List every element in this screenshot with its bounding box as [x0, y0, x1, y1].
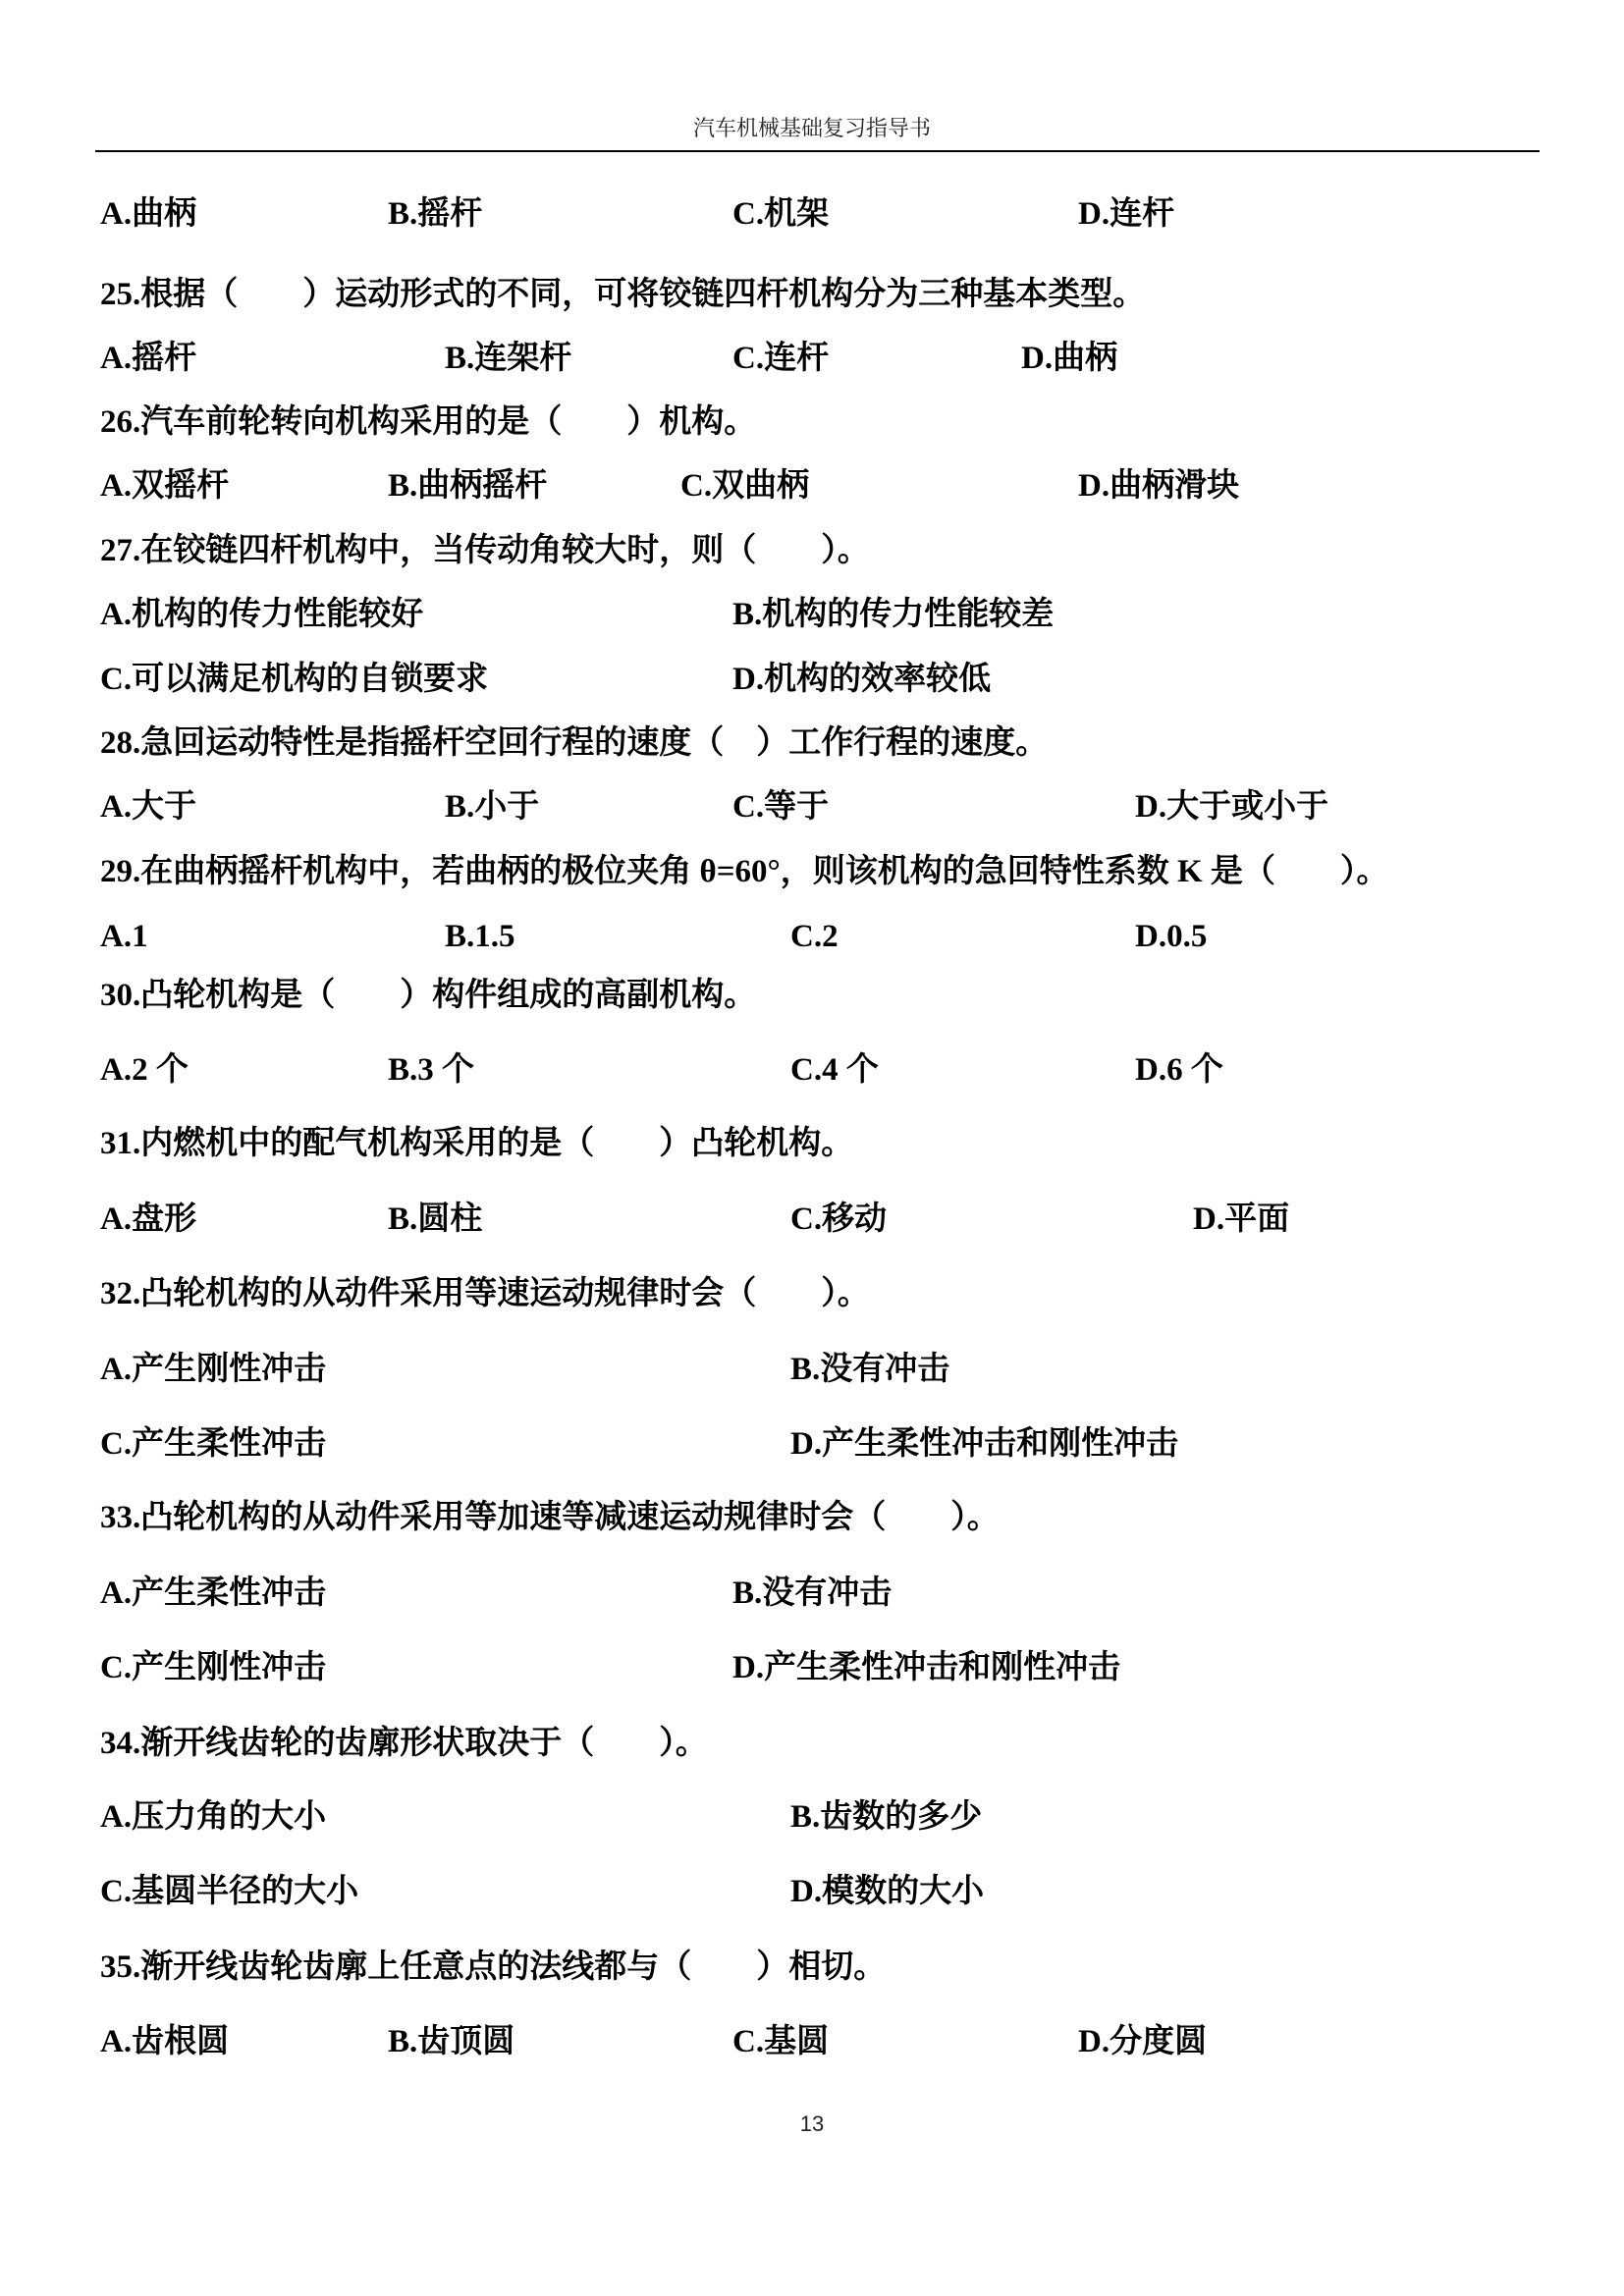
option-label: C.	[100, 1874, 133, 1909]
option-label: B.	[790, 1352, 821, 1387]
option-b	[732, 593, 1054, 636]
option-b	[445, 337, 571, 380]
option-d	[1135, 785, 1328, 828]
question-number: 26.	[100, 404, 141, 440]
option-text: 1.5	[474, 919, 515, 954]
option-label: B.	[445, 341, 475, 376]
option-text: 移动	[822, 1201, 888, 1237]
question-35	[100, 1946, 886, 1989]
option-label: D.	[790, 1874, 823, 1909]
option-b	[445, 785, 539, 828]
option-text: 分度圆	[1110, 2024, 1208, 2059]
question-text: 渐开线齿轮齿廓上任意点的法线都与（ ）相切。	[140, 1949, 887, 1985]
option-text: 曲柄	[1053, 341, 1118, 376]
options-row	[0, 1646, 1624, 1689]
question-29	[100, 850, 1388, 893]
option-text: 机构的传力性能较差	[762, 597, 1055, 632]
option-text: 机构的效率较低	[764, 662, 992, 697]
question-number: 33.	[100, 1500, 141, 1535]
options-row	[0, 1572, 1624, 1615]
option-label: B.	[445, 789, 475, 825]
option-a	[100, 785, 196, 828]
question-number: 25.	[100, 277, 141, 312]
option-label: A.	[100, 196, 133, 232]
option-text: 4 个	[822, 1052, 879, 1088]
option-text: 0.5	[1166, 919, 1208, 954]
header-divider	[95, 150, 1540, 152]
option-label: B.	[732, 1575, 763, 1611]
option-text: 圆柱	[417, 1201, 483, 1237]
option-d	[1135, 1048, 1223, 1092]
option-label: B.	[388, 1201, 418, 1237]
option-b	[388, 464, 547, 507]
running-header: 汽车机械基础复习指导书	[692, 116, 931, 140]
option-label: B.	[445, 919, 475, 954]
options-row	[0, 593, 1624, 636]
question-34	[100, 1722, 708, 1765]
question-27	[100, 529, 870, 572]
option-b	[388, 192, 482, 236]
option-a	[100, 1572, 326, 1615]
option-text: 产生柔性冲击和刚性冲击	[764, 1650, 1121, 1685]
option-label: B.	[388, 196, 418, 232]
option-label: B.	[388, 1052, 418, 1088]
option-b	[388, 1198, 482, 1241]
option-c	[790, 1048, 879, 1092]
option-label: A.	[100, 1799, 133, 1835]
option-text: 产生柔性冲击和刚性冲击	[822, 1426, 1179, 1462]
option-label: A.	[100, 919, 133, 954]
option-b	[388, 2020, 514, 2063]
option-text: 盘形	[132, 1201, 197, 1237]
option-text: 基圆	[764, 2024, 830, 2059]
option-a	[100, 2020, 229, 2063]
option-label: D.	[1135, 919, 1167, 954]
option-text: 连杆	[764, 341, 830, 376]
question-number: 34.	[100, 1726, 141, 1761]
option-text: 没有冲击	[762, 1575, 893, 1611]
options-row	[0, 658, 1624, 701]
question-25	[100, 273, 1145, 316]
option-text: 2 个	[132, 1052, 189, 1088]
option-a	[100, 464, 229, 507]
option-text: 压力角的大小	[132, 1799, 327, 1835]
option-label: D.	[1135, 1052, 1167, 1088]
options-row	[0, 192, 1624, 236]
option-c	[680, 464, 809, 507]
question-33	[100, 1496, 1000, 1539]
question-number: 28.	[100, 725, 141, 761]
question-number: 35.	[100, 1949, 141, 1985]
option-label: B.	[388, 468, 418, 504]
option-label: C.	[790, 1052, 823, 1088]
option-c	[790, 1198, 887, 1241]
option-label: B.	[790, 1799, 821, 1835]
option-c	[732, 2020, 829, 2063]
option-text: 机架	[764, 196, 830, 232]
option-label: C.	[790, 1201, 823, 1237]
option-text: 产生柔性冲击	[132, 1426, 327, 1462]
option-text: 连架杆	[474, 341, 572, 376]
option-label: C.	[732, 341, 765, 376]
option-label: A.	[100, 1352, 133, 1387]
question-text: 渐开线齿轮的齿廓形状取决于（ ）。	[140, 1726, 708, 1761]
options-row	[0, 1795, 1624, 1839]
question-text: 汽车前轮转向机构采用的是（ ）机构。	[140, 404, 757, 440]
option-d	[790, 1422, 1178, 1466]
option-label: D.	[1021, 341, 1054, 376]
option-label: B.	[388, 2024, 418, 2059]
option-label: A.	[100, 1575, 133, 1611]
option-label: C.	[732, 789, 765, 825]
option-label: D.	[1193, 1201, 1225, 1237]
options-row	[0, 337, 1624, 380]
option-label: A.	[100, 789, 133, 825]
option-text: 模数的大小	[822, 1874, 985, 1909]
options-row	[0, 2020, 1624, 2063]
option-label: A.	[100, 341, 133, 376]
option-a	[100, 192, 196, 236]
option-b	[732, 1572, 892, 1615]
question-30	[100, 974, 756, 1017]
option-label: D.	[732, 662, 765, 697]
option-text: 齿根圆	[132, 2024, 230, 2059]
option-text: 平面	[1224, 1201, 1290, 1237]
option-label: D.	[790, 1426, 823, 1462]
option-text: 1	[132, 919, 148, 954]
question-text: 根据（ ）运动形式的不同，可将铰链四杆机构分为三种基本类型。	[140, 277, 1146, 312]
option-d	[1078, 2020, 1207, 2063]
option-label: A.	[100, 597, 133, 632]
option-label: C.	[680, 468, 713, 504]
option-label: D.	[732, 1650, 765, 1685]
option-text: 产生刚性冲击	[132, 1650, 327, 1685]
option-b	[790, 1795, 982, 1839]
option-c	[732, 337, 829, 380]
question-text: 凸轮机构是（ ）构件组成的高副机构。	[140, 978, 757, 1013]
question-32	[100, 1272, 870, 1315]
option-label: D.	[1078, 2024, 1110, 2059]
options-row	[0, 464, 1624, 507]
option-label: C.	[100, 1426, 133, 1462]
page-number: 13	[799, 2111, 825, 2136]
option-text: 双摇杆	[132, 468, 230, 504]
option-text: 没有冲击	[820, 1352, 950, 1387]
question-text: 在曲柄摇杆机构中，若曲柄的极位夹角 θ=60°，则该机构的急回特性系数 K 是（ ）。	[140, 854, 1389, 889]
option-text: 齿数的多少	[820, 1799, 983, 1835]
option-label: A.	[100, 1201, 133, 1237]
option-a	[100, 593, 423, 636]
option-text: 产生柔性冲击	[132, 1575, 327, 1611]
option-text: 2	[822, 919, 839, 954]
options-row	[0, 915, 1624, 958]
option-d	[1078, 464, 1239, 507]
options-row	[0, 1348, 1624, 1391]
option-d	[1078, 192, 1174, 236]
option-text: 小于	[474, 789, 540, 825]
question-number: 31.	[100, 1126, 141, 1161]
option-text: 3 个	[417, 1052, 475, 1088]
option-d	[1135, 915, 1207, 958]
question-28	[100, 721, 1048, 765]
option-label: D.	[1135, 789, 1167, 825]
question-number: 29.	[100, 854, 141, 889]
option-text: 大于	[132, 789, 197, 825]
option-text: 摇杆	[417, 196, 483, 232]
options-row	[0, 1422, 1624, 1466]
option-label: D.	[1078, 196, 1110, 232]
option-a	[100, 337, 196, 380]
option-d	[790, 1870, 984, 1913]
option-text: 产生刚性冲击	[132, 1352, 327, 1387]
option-label: A.	[100, 1052, 133, 1088]
question-text: 内燃机中的配气机构采用的是（ ）凸轮机构。	[140, 1126, 854, 1161]
option-a	[100, 915, 148, 958]
option-a	[100, 1198, 196, 1241]
option-d	[732, 658, 991, 701]
option-text: 曲柄摇杆	[417, 468, 548, 504]
option-text: 曲柄滑块	[1110, 468, 1240, 504]
option-d	[1193, 1198, 1289, 1241]
option-c	[100, 1422, 326, 1466]
options-row	[0, 1198, 1624, 1241]
option-a	[100, 1795, 326, 1839]
question-number: 27.	[100, 533, 141, 568]
option-text: 机构的传力性能较好	[132, 597, 424, 632]
option-text: 大于或小于	[1166, 789, 1329, 825]
option-text: 摇杆	[132, 341, 197, 376]
option-d	[732, 1646, 1120, 1689]
option-label: C.	[100, 662, 133, 697]
question-text: 凸轮机构的从动件采用等加速等减速运动规律时会（ ）。	[140, 1500, 1000, 1535]
option-text: 6 个	[1166, 1052, 1223, 1088]
option-text: 曲柄	[132, 196, 197, 232]
question-number: 30.	[100, 978, 141, 1013]
option-text: 等于	[764, 789, 830, 825]
option-c	[100, 1646, 326, 1689]
options-row	[0, 1870, 1624, 1913]
option-text: 双曲柄	[712, 468, 810, 504]
question-31	[100, 1122, 853, 1165]
option-label: D.	[1078, 468, 1110, 504]
question-text: 急回运动特性是指摇杆空回行程的速度（ ）工作行程的速度。	[140, 725, 1049, 761]
option-c	[100, 658, 488, 701]
option-label: C.	[732, 196, 765, 232]
option-label: A.	[100, 468, 133, 504]
option-a	[100, 1048, 189, 1092]
option-b	[388, 1048, 474, 1092]
options-row	[0, 1048, 1624, 1092]
option-c	[100, 1870, 358, 1913]
option-b	[790, 1348, 949, 1391]
option-c	[790, 915, 839, 958]
option-d	[1021, 337, 1117, 380]
option-label: C.	[732, 2024, 765, 2059]
option-label: C.	[100, 1650, 133, 1685]
option-c	[732, 192, 829, 236]
option-b	[445, 915, 515, 958]
question-text: 凸轮机构的从动件采用等速运动规律时会（ ）。	[140, 1276, 870, 1311]
option-label: B.	[732, 597, 763, 632]
option-c	[732, 785, 829, 828]
options-row	[0, 785, 1624, 828]
question-text: 在铰链四杆机构中，当传动角较大时，则（ ）。	[140, 533, 870, 568]
option-text: 基圆半径的大小	[132, 1874, 359, 1909]
option-text: 连杆	[1110, 196, 1175, 232]
option-a	[100, 1348, 326, 1391]
option-text: 齿顶圆	[417, 2024, 515, 2059]
question-26	[100, 400, 756, 444]
option-label: C.	[790, 919, 823, 954]
option-label: A.	[100, 2024, 133, 2059]
option-text: 可以满足机构的自锁要求	[132, 662, 489, 697]
question-number: 32.	[100, 1276, 141, 1311]
